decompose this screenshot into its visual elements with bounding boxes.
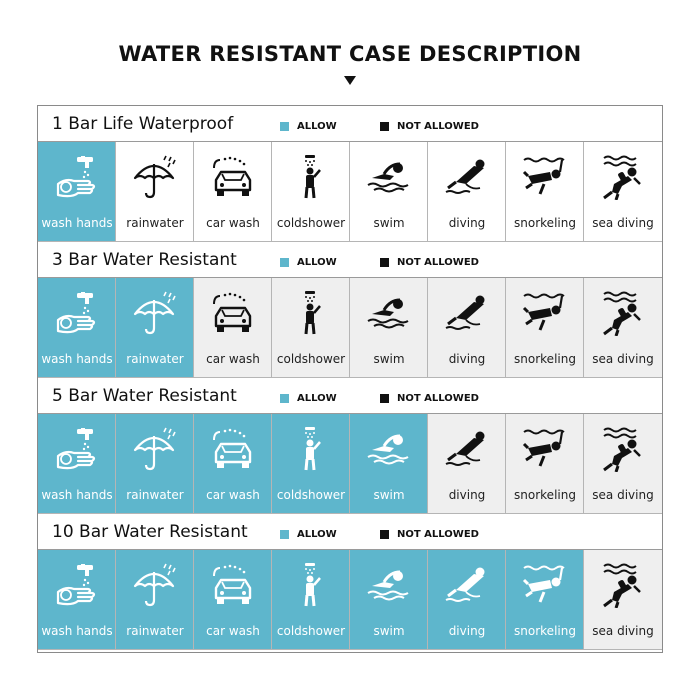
activity-label: snorkeling: [514, 216, 576, 230]
activity-label: snorkeling: [514, 352, 576, 366]
section-header: [38, 378, 662, 414]
activity-cell: [194, 278, 272, 378]
section-title: 3 Bar Water Resistant: [52, 250, 237, 270]
activity-label: coldshower: [276, 216, 346, 230]
allow-swatch-icon: [280, 394, 289, 403]
activity-label: rainwater: [126, 624, 184, 638]
activity-label: car wash: [206, 624, 260, 638]
section-title: 5 Bar Water Resistant: [52, 386, 237, 406]
activity-cell: [272, 550, 350, 650]
activity-label: car wash: [206, 488, 260, 502]
activity-cell: [584, 414, 662, 514]
activity-label: diving: [448, 488, 486, 502]
activity-cell: [272, 278, 350, 378]
activity-label: diving: [448, 352, 486, 366]
activity-cell: [38, 550, 116, 650]
activity-cell: [272, 142, 350, 242]
activity-cell: [584, 550, 662, 650]
page-title: WATER RESISTANT CASE DESCRIPTION: [118, 42, 582, 66]
not-allowed-swatch-icon: [380, 258, 389, 267]
activity-cell: [116, 142, 194, 242]
activity-cell: [428, 550, 506, 650]
activity-cell: [428, 414, 506, 514]
activity-label: wash hands: [41, 352, 113, 366]
activity-label: car wash: [206, 216, 260, 230]
legend-not-allowed: [380, 256, 479, 268]
legend-not-allowed-label: NOT ALLOWED: [397, 392, 479, 404]
activity-label: swim: [373, 352, 405, 366]
activity-label: wash hands: [41, 216, 113, 230]
legend-not-allowed-label: NOT ALLOWED: [397, 120, 479, 132]
activity-cell: [350, 550, 428, 650]
activity-row: [38, 550, 662, 650]
legend-allow-label: ALLOW: [297, 256, 337, 268]
not-allowed-swatch-icon: [380, 530, 389, 539]
down-arrow-icon: [344, 76, 356, 85]
section-header: [38, 242, 662, 278]
section-header: [38, 106, 662, 142]
resistance-section: [38, 514, 662, 650]
allow-swatch-icon: [280, 122, 289, 131]
legend-allow: [280, 256, 337, 268]
legend-allow: [280, 528, 337, 540]
legend-allow: [280, 392, 337, 404]
activity-label: snorkeling: [514, 488, 576, 502]
activity-cell: [116, 278, 194, 378]
activity-label: sea diving: [592, 488, 654, 502]
activity-cell: [38, 142, 116, 242]
section-title: 10 Bar Water Resistant: [52, 522, 248, 542]
activity-label: swim: [373, 488, 405, 502]
resistance-section: [38, 242, 662, 378]
activity-row: [38, 142, 662, 242]
activity-cell: [350, 278, 428, 378]
allow-swatch-icon: [280, 258, 289, 267]
section-header: [38, 514, 662, 550]
resistance-table: [37, 105, 663, 653]
activity-cell: [506, 414, 584, 514]
activity-label: diving: [448, 624, 486, 638]
activity-label: rainwater: [126, 352, 184, 366]
section-title: 1 Bar Life Waterproof: [52, 114, 234, 134]
activity-cell: [506, 142, 584, 242]
activity-cell: [194, 550, 272, 650]
activity-cell: [428, 278, 506, 378]
legend-allow-label: ALLOW: [297, 120, 337, 132]
activity-label: swim: [373, 624, 405, 638]
activity-cell: [506, 550, 584, 650]
legend-not-allowed: [380, 528, 479, 540]
activity-cell: [584, 142, 662, 242]
legend-not-allowed: [380, 120, 479, 132]
activity-label: car wash: [206, 352, 260, 366]
legend-not-allowed-label: NOT ALLOWED: [397, 256, 479, 268]
activity-row: [38, 278, 662, 378]
activity-cell: [428, 142, 506, 242]
legend-allow: [280, 120, 337, 132]
activity-cell: [350, 142, 428, 242]
activity-label: swim: [373, 216, 405, 230]
activity-label: coldshower: [276, 352, 346, 366]
activity-cell: [506, 278, 584, 378]
activity-cell: [350, 414, 428, 514]
activity-cell: [584, 278, 662, 378]
activity-cell: [194, 142, 272, 242]
activity-label: sea diving: [592, 624, 654, 638]
activity-cell: [38, 414, 116, 514]
not-allowed-swatch-icon: [380, 394, 389, 403]
activity-cell: [194, 414, 272, 514]
activity-label: coldshower: [276, 488, 346, 502]
allow-swatch-icon: [280, 530, 289, 539]
activity-label: diving: [448, 216, 486, 230]
activity-cell: [116, 414, 194, 514]
activity-label: wash hands: [41, 488, 113, 502]
activity-cell: [272, 414, 350, 514]
activity-label: sea diving: [592, 352, 654, 366]
legend-not-allowed-label: NOT ALLOWED: [397, 528, 479, 540]
resistance-section: [38, 378, 662, 514]
activity-cell: [38, 278, 116, 378]
activity-label: snorkeling: [514, 624, 576, 638]
activity-label: rainwater: [126, 216, 184, 230]
activity-label: coldshower: [276, 624, 346, 638]
activity-row: [38, 414, 662, 514]
activity-cell: [116, 550, 194, 650]
activity-label: sea diving: [592, 216, 654, 230]
legend-allow-label: ALLOW: [297, 392, 337, 404]
activity-label: rainwater: [126, 488, 184, 502]
not-allowed-swatch-icon: [380, 122, 389, 131]
legend-not-allowed: [380, 392, 479, 404]
resistance-section: [38, 106, 662, 242]
legend-allow-label: ALLOW: [297, 528, 337, 540]
activity-label: wash hands: [41, 624, 113, 638]
